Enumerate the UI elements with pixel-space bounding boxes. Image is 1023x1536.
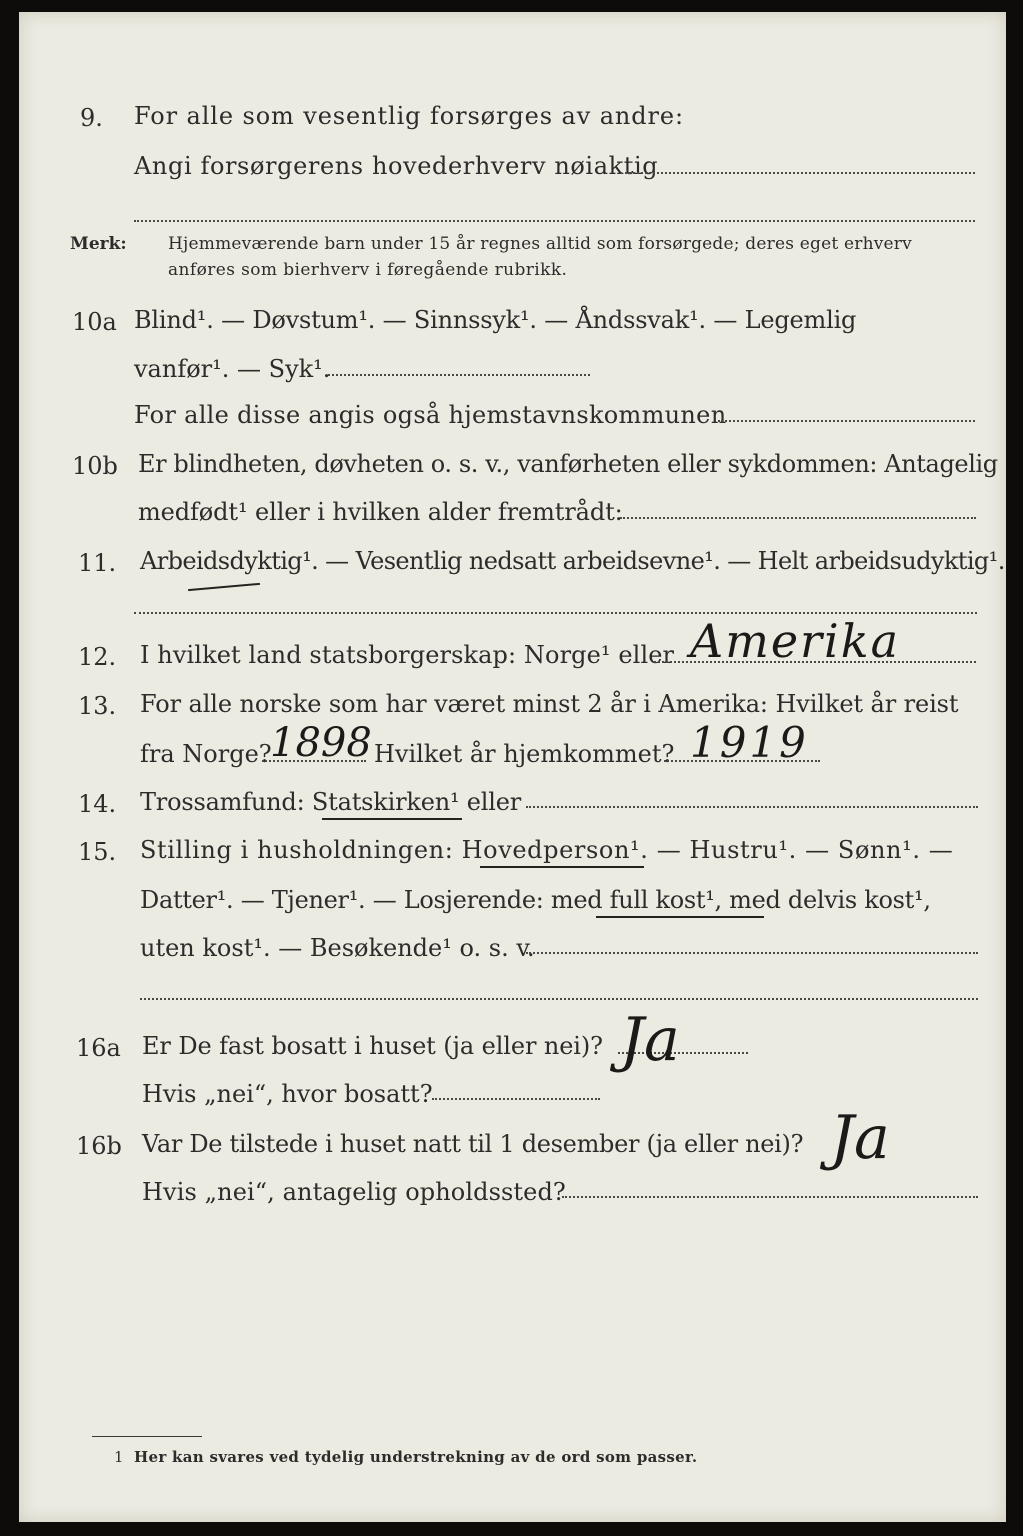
q12-handwritten-answer: Amerika [690,614,901,668]
q9-number: 9. [80,104,103,132]
q15-underline-hovedperson [480,866,644,868]
q13-line1: For alle norske som har været minst 2 år i Amerika: Hvilket år reist [140,690,959,718]
q13-line2-start: fra Norge? [140,740,272,768]
q10b-line2: medfødt¹ eller i hvilken alder fremtrådt: [138,498,623,526]
q11-line1: Arbeidsdyktig¹. — Vesentlig nedsatt arbeidsevne¹. — Helt arbeidsudyktig¹. [140,547,1005,575]
q16a-residence-line [432,1098,600,1100]
q13-year-left: 1898 [270,720,372,766]
q10a-hometown-line [718,420,975,422]
q10a-line2: vanfør¹. — Syk¹. [134,355,331,383]
footnote-text: Her kan svares ved tydelig understrekning av de ord som passer. [134,1448,698,1466]
q10a-line1: Blind¹. — Døvstum¹. — Sinnssyk¹. — Åndssvak¹. — Legemlig [134,306,857,334]
q13-number: 13. [78,692,117,720]
q15-extra-line [140,998,978,1000]
q15-number: 15. [78,838,117,866]
q16b-handwritten-answer: Ja [830,1103,890,1173]
q16b-line2: Hvis „nei“, antagelig opholdssted? [142,1178,566,1206]
q10b-answer-line [620,517,976,519]
q16b-line1: Var De tilstede i huset natt til 1 desember (ja eller nei)? [142,1130,804,1158]
q10a-number: 10a [72,308,117,336]
q13-year-left-line [262,760,366,762]
q16a-line2: Hvis „nei“, hvor bosatt? [142,1080,433,1108]
q12-number: 12. [78,643,117,671]
q15-underline-med-full-kost [596,916,764,918]
q14-answer-line [526,806,978,808]
q13-line2-end: Hvilket år hjemkommet? [374,740,675,768]
footnote-mark: 1 [114,1448,124,1466]
q16a-number: 16a [76,1034,121,1062]
q9-extra-line [134,220,975,222]
q15-line3: uten kost¹. — Besøkende¹ o. s. v. [140,934,535,962]
q16a-line1: Er De fast bosatt i huset (ja eller nei)? [142,1032,603,1060]
q15-answer-line [526,952,978,954]
q14-underline-statskirken [322,818,462,820]
q14-line1: Trossamfund: Statskirken¹ eller [140,788,522,816]
q16b-number: 16b [76,1132,122,1160]
q14-number: 14. [78,790,117,818]
q13-year-returned: 1919 [690,718,809,767]
q12-line1: I hvilket land statsborgerskap: Norge¹ eller [140,641,675,669]
q15-line2: Datter¹. — Tjener¹. — Losjerende: med full kost¹, med delvis kost¹, [140,886,931,914]
q15-line1: Stilling i husholdningen: Hovedperson¹. — Hustru¹. — Sønn¹. — [140,836,954,864]
merk-line2: anføres som bierhverv i føregående rubrikk. [168,260,568,280]
q10a-line3: For alle disse angis også hjemstavnskommunen [134,401,727,429]
merk-line1: Hjemmeværende barn under 15 år regnes alltid som forsørgede; deres eget erhverv [168,234,912,254]
q16a-handwritten-answer: Ja [620,1005,680,1075]
q11-number: 11. [78,549,117,577]
q13-year-returned-line [664,760,820,762]
q9-line2: Angi forsørgerens hovederhverv nøiaktig [134,152,659,180]
q9-line1: For alle som vesentlig forsørges av andre: [134,102,685,130]
q10b-line1: Er blindheten, døvheten o. s. v., vanførheten eller sykdommen: Antagelig [138,450,998,478]
q10b-number: 10b [72,452,118,480]
merk-label: Merk: [70,234,127,254]
q16b-whereabouts-line [562,1196,978,1198]
q9-answer-line [620,172,975,174]
footnote-rule [92,1436,202,1437]
q10a-answer-line [328,374,590,376]
